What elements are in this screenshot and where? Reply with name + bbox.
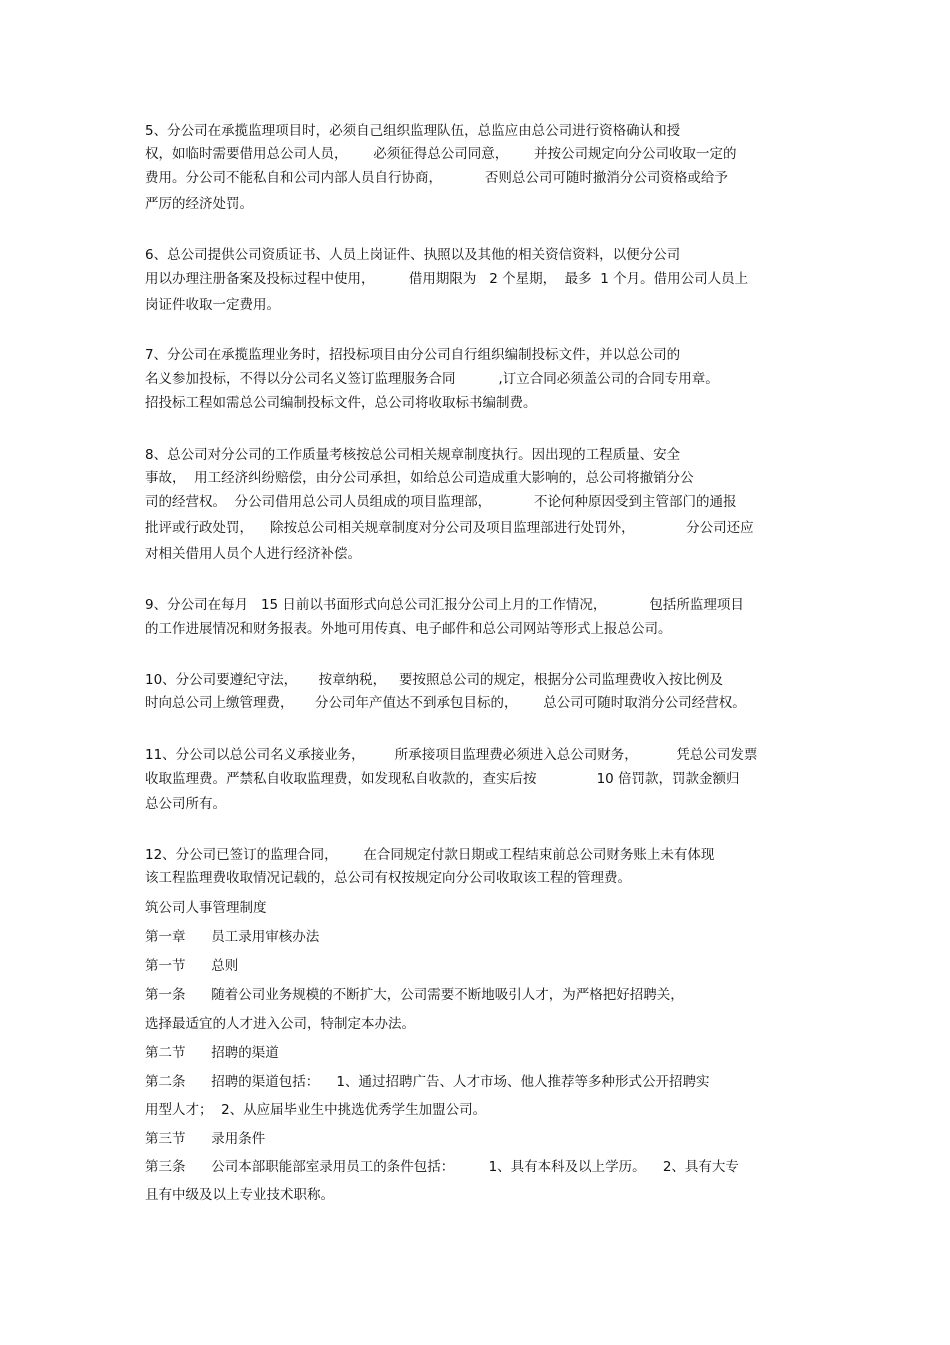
- section-title: 筑公司人事管理制度: [145, 900, 267, 916]
- text-line: 权，如临时需要借用总公司人员， 必须征得总公司同意， 并按公司规定向分公司收取一定的: [145, 146, 737, 162]
- text-line: 8、总公司对分公司的工作质量考核按总公司相关规章制度执行。因出现的工程质量、安全: [145, 447, 681, 463]
- text-line: 5、分公司在承揽监理项目时，必须自己组织监理队伍，总监应由总公司进行资格确认和授: [145, 123, 681, 139]
- text-line: 第二条 招聘的渠道包括： 1、通过招聘广告、人才市场、他人推荐等多种形式公开招聘实: [145, 1074, 710, 1090]
- text-line: 12、分公司已签订的监理合同， 在合同规定付款日期或工程结束前总公司财务账上未有体现: [145, 847, 715, 863]
- text-line: 岗证件收取一定费用。: [145, 297, 280, 313]
- text-line: 费用。分公司不能私自和公司内部人员自行协商， 否则总公司可随时撤消分公司资格或给予: [145, 170, 728, 186]
- text-line: 招投标工程如需总公司编制投标文件，总公司将收取标书编制费。: [145, 395, 537, 411]
- text-line: 司的经营权。 分公司借用总公司人员组成的项目监理部， 不论何种原因受到主管部门的通报: [145, 494, 737, 510]
- section-heading: 第二节 招聘的渠道: [145, 1045, 279, 1061]
- text-line: 名义参加投标，不得以分公司名义签订监理服务合同 ,订立合同必须盖公司的合同专用章。: [145, 371, 719, 387]
- text-line: 用型人才； 2、从应届毕业生中挑选优秀学生加盟公司。: [145, 1102, 487, 1118]
- text-line: 选择最适宜的人才进入公司，特制定本办法。: [145, 1016, 415, 1032]
- chapter-heading: 第一章 员工录用审核办法: [145, 929, 320, 945]
- text-line: 对相关借用人员个人进行经济补偿。: [145, 546, 361, 562]
- text-line: 时向总公司上缴管理费， 分公司年产值达不到承包目标的， 总公司可随时取消分公司经营权。: [145, 695, 746, 711]
- section-heading: 第三节 录用条件: [145, 1131, 266, 1147]
- text-line: 10、分公司要遵纪守法， 按章纳税， 要按照总公司的规定，根据分公司监理费收入按比例及: [145, 672, 724, 688]
- text-line: 用以办理注册备案及投标过程中使用， 借用期限为 2 个星期， 最多 1 个月。借用公司人员上: [145, 271, 749, 287]
- text-line: 总公司所有。: [145, 796, 226, 812]
- text-line: 11、分公司以总公司名义承接业务， 所承接项目监理费必须进入总公司财务， 凭总公司发票: [145, 747, 758, 763]
- text-line: 严厉的经济处罚。: [145, 196, 253, 212]
- text-line: 该工程监理费收取情况记载的，总公司有权按规定向分公司收取该工程的管理费。: [145, 870, 631, 886]
- text-line: 且有中级及以上专业技术职称。: [145, 1187, 334, 1203]
- text-line: 事故， 用工经济纠纷赔偿，由分公司承担，如给总公司造成重大影响的，总公司将撤销分公: [145, 470, 694, 486]
- text-line: 批评或行政处罚， 除按总公司相关规章制度对分公司及项目监理部进行处罚外， 分公司还应: [145, 520, 754, 536]
- text-line: 第三条 公司本部职能部室录用员工的条件包括： 1、具有本科及以上学历。 2、具有大专: [145, 1159, 739, 1175]
- text-line: 7、分公司在承揽监理业务时，招投标项目由分公司自行组织编制投标文件，并以总公司的: [145, 347, 681, 363]
- section-heading: 第一节 总则: [145, 958, 239, 974]
- text-line: 9、分公司在每月 15 日前以书面形式向总公司汇报分公司上月的工作情况， 包括所监理项目: [145, 597, 744, 613]
- text-line: 第一条 随着公司业务规模的不断扩大，公司需要不断地吸引人才，为严格把好招聘关，: [145, 987, 684, 1003]
- text-line: 收取监理费。严禁私自收取监理费，如发现私自收款的，查实后按 10 倍罚款，罚款金额归: [145, 771, 740, 787]
- text-line: 的工作进展情况和财务报表。外地可用传真、电子邮件和总公司网站等形式上报总公司。: [145, 621, 672, 637]
- text-line: 6、总公司提供公司资质证书、人员上岗证件、执照以及其他的相关资信资料，以便分公司: [145, 247, 681, 263]
